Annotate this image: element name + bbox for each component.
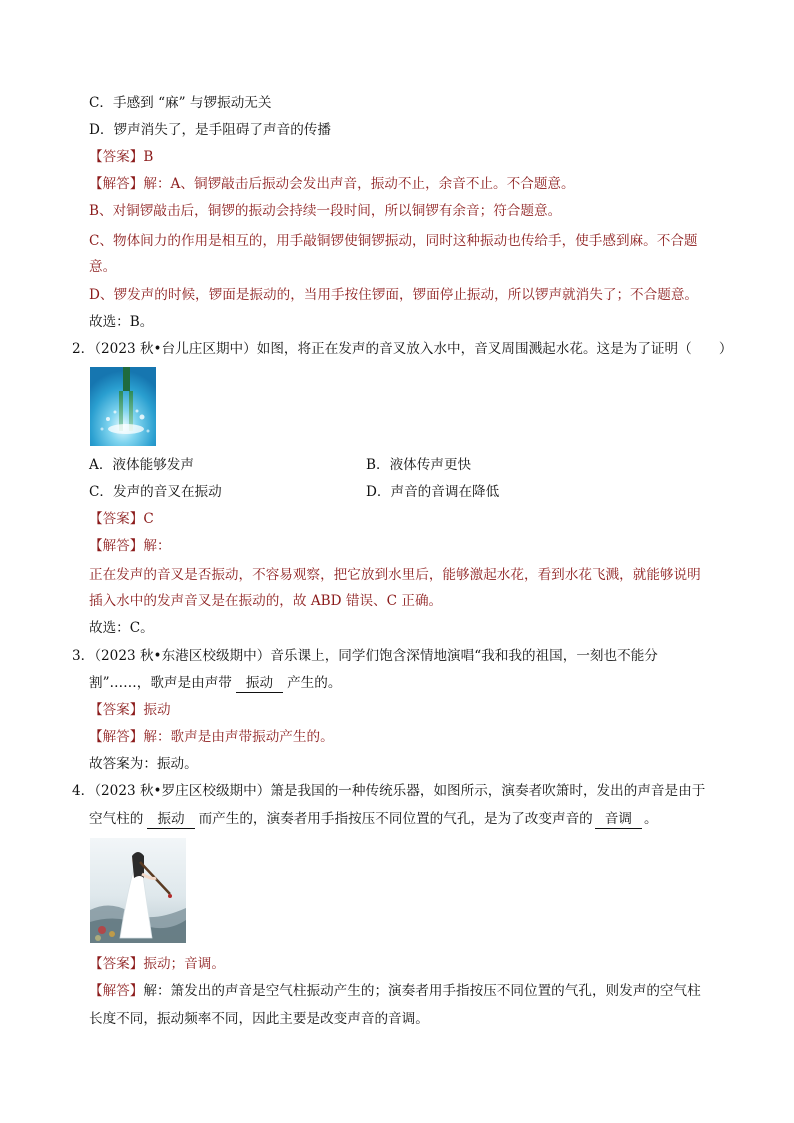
q2-option-a: A．液体能够发声 — [89, 457, 194, 473]
q1-analysis-line-4: 意。 — [89, 259, 117, 275]
q4-analysis-line-2: 长度不同，振动频率不同，因此主要是改变声音的音调。 — [89, 1011, 429, 1027]
stem-text: 割”……，歌声是由声带 — [89, 675, 232, 691]
q2-option-d: D．声音的音调在降低 — [366, 484, 500, 500]
q3-answer — [89, 701, 171, 719]
analysis-tag: 【解答】 — [89, 538, 144, 554]
q3-conclusion: 故答案为：振动。 — [89, 756, 198, 772]
answer-tag: 【答案】 — [89, 149, 144, 165]
q2-analysis-head — [89, 537, 171, 555]
q1-analysis-line-1 — [89, 175, 575, 193]
q2-conclusion: 故选：C。 — [89, 620, 154, 636]
fill-blank: 振动 — [147, 810, 194, 829]
q1-analysis-line-5: D、锣发声的时候，锣面是振动的，当用手按住锣面，锣面停止振动，所以锣声就消失了；不合题意。 — [89, 287, 699, 303]
analysis-tag: 【解答】 — [89, 729, 144, 745]
q4-stem-line-2 — [89, 810, 658, 829]
flute-player-image — [90, 838, 186, 943]
answer-value: 振动 — [143, 702, 171, 718]
q2-option-c: C．发声的音叉在振动 — [89, 484, 222, 500]
fill-blank: 音调 — [595, 810, 642, 829]
q4-analysis-line-1 — [89, 982, 701, 1000]
answer-value: C — [143, 511, 154, 527]
analysis-text: 解： — [143, 538, 171, 554]
analysis-tag: 【解答】 — [89, 176, 144, 192]
q3-analysis — [89, 728, 334, 746]
fill-blank: 振动 — [236, 674, 283, 693]
q1-analysis-line-2: B、对铜锣敲击后，铜锣的振动会持续一段时间，所以铜锣有余音；符合题意。 — [89, 203, 562, 219]
answer-value: 振动；音调。 — [143, 956, 225, 972]
q1-option-c: C．手感到 “麻” 与锣振动无关 — [89, 95, 272, 111]
stem-text: 空气柱的 — [89, 811, 144, 827]
stem-text: 。 — [643, 811, 658, 827]
q2-answer — [89, 510, 154, 528]
analysis-text: 解：歌声是由声带振动产生的。 — [143, 729, 334, 745]
q2-analysis-line-1: 正在发声的音叉是否振动，不容易观察，把它放到水里后，能够激起水花，看到水花飞溅，就能够说明 — [89, 567, 701, 583]
stem-text: 产生的。 — [287, 675, 342, 691]
q1-option-d: D．锣声消失了，是手阻碍了声音的传播 — [89, 122, 331, 138]
analysis-text: 解：A、铜锣敲击后振动会发出声音，振动不止，余音不止。不合题意。 — [143, 176, 575, 192]
q1-answer — [89, 148, 153, 166]
q2-analysis-line-2: 插入水中的发声音叉是在振动的，故 ABD 错误、C 正确。 — [89, 593, 443, 609]
tuning-fork-illustration — [90, 367, 156, 446]
q3-stem-line-1: 3．（2023 秋•东港区校级期中）音乐课上，同学们饱含深情地演唱“我和我的祖国，一刻也不能分 — [72, 648, 658, 664]
flute-player-illustration — [90, 838, 186, 943]
answer-tag: 【答案】 — [89, 702, 144, 718]
q1-conclusion: 故选：B。 — [89, 314, 154, 330]
answer-tag: 【答案】 — [89, 511, 144, 527]
q1-analysis-line-3: C、物体间力的作用是相互的，用手敲铜锣使铜锣振动，同时这种振动也传给手，使手感到麻。不合题 — [89, 233, 698, 249]
analysis-text: 解：箫发出的声音是空气柱振动产生的；演奏者用手指按压不同位置的气孔，则发声的空气柱 — [143, 983, 701, 999]
answer-tag: 【答案】 — [89, 956, 144, 972]
q4-stem-line-1: 4．（2023 秋•罗庄区校级期中）箫是我国的一种传统乐器，如图所示，演奏者吹箫时，发出的声音是由于 — [72, 783, 706, 799]
stem-text: 而产生的，演奏者用手指按压不同位置的气孔，是为了改变声音的 — [198, 811, 593, 827]
q3-stem-line-2 — [89, 674, 341, 693]
analysis-tag: 【解答】 — [89, 983, 144, 999]
q2-option-b: B．液体传声更快 — [366, 457, 472, 473]
q2-stem: 2．（2023 秋•台儿庄区期中）如图，将正在发声的音叉放入水中，音叉周围溅起水花。这是为了证明（ ） — [72, 341, 733, 357]
q4-answer — [89, 955, 225, 973]
tuning-fork-in-water-image — [90, 367, 156, 446]
answer-value: B — [143, 149, 154, 165]
